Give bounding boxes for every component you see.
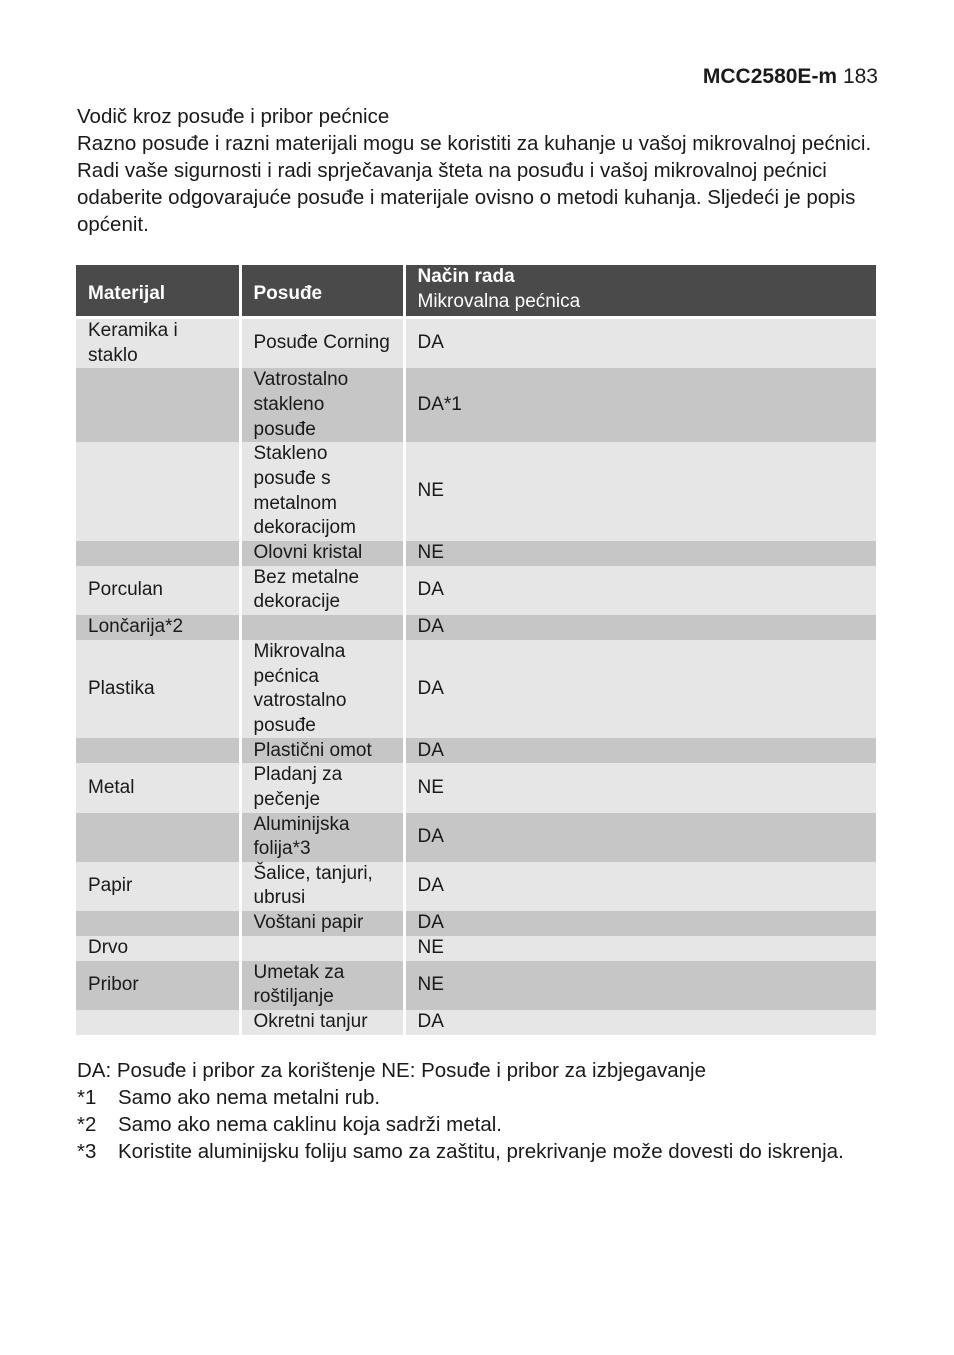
model-name: MCC2580E-m <box>702 65 838 88</box>
footnote-mark: *3 <box>77 1140 97 1163</box>
cell-material <box>76 1010 240 1035</box>
page-number: 183 <box>842 65 878 88</box>
intro-section <box>77 103 877 238</box>
cell-cookware: Mikrovalna pećnica vatrostalno posuđe <box>240 640 404 738</box>
footnote-text: Koristite aluminijsku foliju samo za zaštitu, prekrivanje može dovesti do iskrenja. <box>118 1140 844 1163</box>
cell-value: NE <box>404 763 876 812</box>
table-row <box>76 1010 876 1035</box>
cookware-table <box>76 265 876 1035</box>
cell-material: Keramika i staklo <box>76 318 240 369</box>
table-row <box>76 862 876 911</box>
footnote-text: Samo ako nema caklinu koja sadrži metal. <box>118 1113 502 1136</box>
table-row <box>76 936 876 961</box>
cell-material: Metal <box>76 763 240 812</box>
cell-cookware: Plastični omot <box>240 738 404 763</box>
cell-value: DA <box>404 911 876 936</box>
cell-cookware: Aluminijska folija*3 <box>240 813 404 862</box>
table-row <box>76 763 876 812</box>
table-row <box>76 368 876 442</box>
cell-value: DA <box>404 640 876 738</box>
legend-line: DA: Posuđe i pribor za korištenje NE: Posuđe i pribor za izbjegavanje <box>77 1059 706 1082</box>
table-row <box>76 813 876 862</box>
header-material: Materijal <box>76 265 240 318</box>
cell-value: NE <box>404 541 876 566</box>
cell-material <box>76 911 240 936</box>
cell-value: DA <box>404 318 876 369</box>
header-mode-subtitle: Mikrovalna pećnica <box>417 290 581 312</box>
cell-cookware: Šalice, tanjuri, ubrusi <box>240 862 404 911</box>
cell-material: Porculan <box>76 566 240 615</box>
table-row <box>76 615 876 640</box>
intro-paragraph: Razno posuđe i razni materijali mogu se koristiti za kuhanje u vašoj mikrovalnoj pećnici. Radi vaše sigurnosti i radi sprječavanja šteta na posuđu i vašoj mikrovalnoj pećnici odaberite odgovarajuće posuđe i materijale ovisno o metodi kuhanja. Sljedeći je popis općenit. <box>77 132 872 236</box>
footnote-mark: *1 <box>77 1086 97 1109</box>
cell-material: Lončarija*2 <box>76 615 240 640</box>
table-row <box>76 442 876 540</box>
footnote-text: Samo ako nema metalni rub. <box>118 1086 381 1109</box>
cell-value: NE <box>404 961 876 1010</box>
cell-value: DA <box>404 615 876 640</box>
cell-material <box>76 738 240 763</box>
cell-value: DA <box>404 1010 876 1035</box>
cell-value: DA <box>404 566 876 615</box>
cell-material <box>76 442 240 540</box>
footnote <box>77 1138 877 1165</box>
cell-cookware: Stakleno posuđe s metalnom dekoracijom <box>240 442 404 540</box>
cell-cookware: Posuđe Corning <box>240 318 404 369</box>
table-row <box>76 640 876 738</box>
page-header <box>703 64 878 90</box>
section-title: Vodič kroz posuđe i pribor pećnice <box>77 105 390 128</box>
cell-value: DA <box>404 813 876 862</box>
header-mode <box>404 265 876 318</box>
cell-cookware: Okretni tanjur <box>240 1010 404 1035</box>
footnote-mark: *2 <box>77 1113 97 1136</box>
cell-material: Plastika <box>76 640 240 738</box>
table-row <box>76 911 876 936</box>
table-row <box>76 318 876 369</box>
cell-cookware: Voštani papir <box>240 911 404 936</box>
cell-value: DA <box>404 738 876 763</box>
table-row <box>76 566 876 615</box>
cell-material <box>76 368 240 442</box>
cell-material: Pribor <box>76 961 240 1010</box>
cell-value: DA*1 <box>404 368 876 442</box>
cell-cookware <box>240 936 404 961</box>
cell-cookware: Pladanj za pečenje <box>240 763 404 812</box>
cell-value: NE <box>404 936 876 961</box>
cell-cookware: Bez metalne dekoracije <box>240 566 404 615</box>
footnote <box>77 1084 877 1111</box>
table-row <box>76 961 876 1010</box>
cell-cookware: Olovni kristal <box>240 541 404 566</box>
legend-section <box>77 1057 877 1165</box>
cell-cookware: Vatrostalno stakleno posuđe <box>240 368 404 442</box>
footnote <box>77 1111 877 1138</box>
table-row <box>76 738 876 763</box>
cell-material <box>76 541 240 566</box>
cell-material <box>76 813 240 862</box>
cell-value: DA <box>404 862 876 911</box>
cell-value: NE <box>404 442 876 540</box>
table-header-row <box>76 265 876 318</box>
cell-cookware <box>240 615 404 640</box>
table-row <box>76 541 876 566</box>
cell-cookware: Umetak za roštiljanje <box>240 961 404 1010</box>
cell-material: Papir <box>76 862 240 911</box>
table-body <box>76 318 876 1035</box>
header-cookware: Posuđe <box>240 265 404 318</box>
cell-material: Drvo <box>76 936 240 961</box>
header-mode-title: Način rada <box>417 266 515 287</box>
